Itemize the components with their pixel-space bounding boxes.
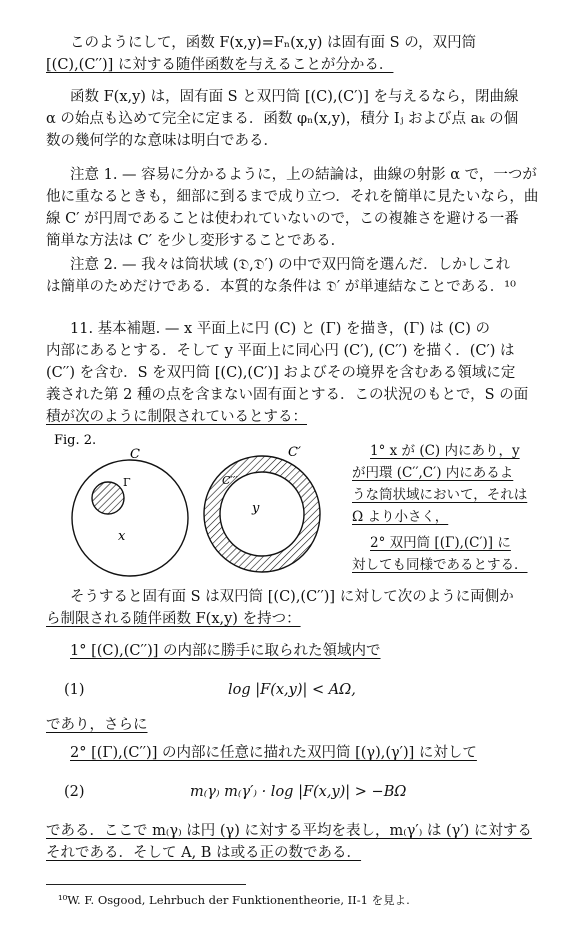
p1-line-1: このようにして，函数 F(x,y)=Fₙ(x,y) は固有面 S の，双円筒 (70, 35, 477, 51)
cond-line-4: Ω より小さく， (352, 509, 449, 525)
between-text: であり，さらに (46, 717, 148, 733)
label-Cprime: C′ (288, 445, 301, 460)
eq2-formula: m₍γ₎ m₍γ′₎ · log |F(x,y)| > −BΩ (190, 784, 407, 800)
circle-Gamma (92, 482, 124, 514)
note1-line-1: 注意 1. — 容易に分かるように，上の結論は，曲線の射影 α で，一つが (70, 167, 537, 183)
eq1-formula: log |F(x,y)| < AΩ, (228, 682, 356, 698)
footnote-rule (46, 884, 246, 885)
closing-line-2: それである．そして A, B は或る正の数である． (46, 845, 362, 861)
closing-line-1: である．ここで m₍γ₎ は円 (γ) に対する平均を表し，m₍γ′₎ は (γ′) に対する (46, 823, 532, 839)
note1-line-2: 他に重なるときも，細部に到るまで成り立つ．それを簡単に見たいなら，曲 (46, 189, 539, 205)
cond-line-5: 2° 双円筒 [(Γ),(C′)] に (370, 535, 511, 551)
label-Gamma: Γ (123, 476, 131, 489)
note1-line-4: 簡単な方法は C′ を少し変形することである． (46, 233, 346, 249)
note2-line-1: 注意 2. — 我々は筒状域 (𝔇,𝔇′) の中で双円筒を選んだ．しかしこれ (70, 257, 511, 273)
section11-line-5: 積が次のように制限されているとする： (46, 409, 307, 425)
item-2: 2° [(Γ),(C′′)] の内部に任意に描れた双円筒 [(γ),(γ′)] に対して (70, 745, 477, 761)
cond-line-1: 1° x が (C) 内にあり，y (370, 443, 520, 459)
section11-line-3: (C′′) を含む．S を双円筒 [(C),(C′)] およびその境界を含むある領域に定 (46, 365, 516, 381)
footnote-text: ¹⁰W. F. Osgood, Lehrbuch der Funktionentheorie, II-1 を見よ. (58, 893, 410, 907)
eq2-number: (2) (64, 784, 85, 800)
p2-line-2: α の始点も込めて完全に定まる．函数 φₙ(x,y)，積分 Iⱼ および点 aₖ の個 (46, 111, 519, 127)
pa-line-2: ら制限される随伴函数 F(x,y) を持つ： (46, 611, 301, 627)
figure-caption: Fig. 2. (54, 433, 97, 448)
item-1: 1° [(C),(C′′)] の内部に勝手に取られた領域内で (70, 643, 381, 659)
label-x: x (118, 529, 126, 544)
p1-line-2: [(C),(C′′)] に対する随伴函数を与えることが分かる． (46, 57, 394, 73)
label-C: C (130, 447, 140, 462)
pa-line-1: そうすると固有面 S は双円筒 [(C),(C′′)] に対して次のように両側か (70, 589, 514, 605)
section11-line-1: 11. 基本補題. — x 平面上に円 (C) と (Γ) を描き，(Γ) は (C) の (70, 321, 491, 337)
section11-line-4: 義された第 2 種の点を含まない固有面とする．この状況のもとで，S の面 (46, 387, 529, 403)
cond-line-6: 対しても同様であるとする． (352, 557, 528, 573)
figure-2 (50, 430, 360, 580)
label-y: y (252, 501, 260, 516)
p2-line-3: 数の幾何学的な意味は明白である． (46, 133, 278, 149)
note1-line-3: 線 C′ が円周であることは使われていないので，この複雑さを避ける一番 (46, 211, 519, 227)
section11-line-2: 内部にあるとする．そして y 平面上に同心円 (C′), (C′′) を描く．(C′) は (46, 343, 515, 359)
cond-line-3: うな筒状域において，それは (352, 487, 528, 503)
p2-line-1: 函数 F(x,y) は，固有面 S と双円筒 [(C),(C′)] を与えるなら，閉曲線 (70, 89, 519, 105)
label-Cpp: C′′′ (222, 474, 238, 487)
figure-2-drawing (50, 430, 360, 580)
eq1-number: (1) (64, 682, 85, 698)
note2-line-2: は簡単のためだけである．本質的な条件は 𝔇′ が単連結なことである．¹⁰ (46, 279, 516, 295)
cond-line-2: が円環 (C′′,C′) 内にあるよ (352, 465, 514, 481)
